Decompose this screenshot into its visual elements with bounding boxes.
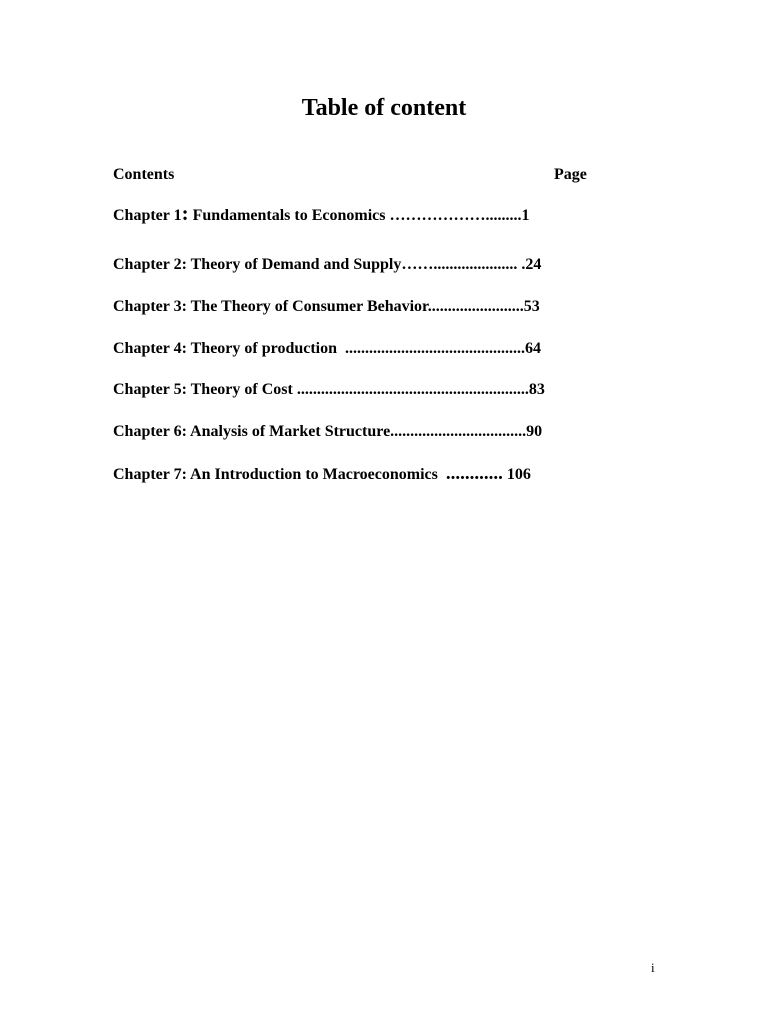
toc-entry-chapter-2 (113, 255, 541, 275)
chapter-label: Chapter 4 (113, 340, 182, 357)
dot-leader: ............ (445, 463, 503, 484)
chapter-title: An Introduction to Macroeconomics (186, 466, 446, 483)
chapter-title: Fundamentals to Economics (188, 207, 390, 224)
dot-leader: .................................. (390, 423, 527, 440)
chapter-label: Chapter 3 (113, 298, 182, 315)
dot-leader: ............................................. (345, 340, 526, 357)
page-number: 53 (523, 298, 540, 315)
chapter-label: Chapter 5 (113, 381, 182, 398)
toc-entry-chapter-7 (113, 464, 531, 485)
toc-entry-chapter-4 (113, 339, 541, 359)
dot-leader: ……………… (389, 207, 486, 224)
chapter-label: Chapter 1 (113, 207, 182, 224)
dot-leader: ........................ (427, 298, 524, 315)
chapter-separator: : (181, 256, 187, 273)
chapter-title: The Theory of Consumer Behavior (186, 298, 428, 315)
chapter-title: Theory of production (186, 340, 346, 357)
chapter-separator: : (181, 423, 187, 440)
page-column-header: Page (554, 166, 587, 183)
chapter-title: Theory of Cost (186, 381, 297, 398)
dot-leader: ......... (485, 207, 522, 224)
dot-leader: .......................................................... (296, 381, 529, 398)
dot-leader: ..................... . (433, 256, 526, 273)
page-folio: i (651, 960, 655, 975)
page-number: 24 (525, 256, 542, 273)
page-number: 90 (526, 423, 543, 440)
toc-entry-chapter-6 (113, 422, 542, 442)
toc-entry-chapter-3 (113, 297, 540, 317)
toc-entry-chapter-5 (113, 380, 545, 400)
dot-leader: …… (401, 256, 434, 273)
page-number: 64 (525, 340, 542, 357)
chapter-separator: : (181, 298, 187, 315)
page-number: 1 (521, 207, 530, 224)
chapter-separator: : (181, 381, 187, 398)
chapter-label: Chapter 6 (113, 423, 182, 440)
document-title: Table of content (301, 95, 467, 121)
chapter-label: Chapter 2 (113, 256, 182, 273)
chapter-separator: : (181, 340, 187, 357)
chapter-separator: : (181, 466, 187, 483)
contents-column-header: Contents (113, 166, 175, 183)
chapter-title: Theory of Demand and Supply (186, 256, 402, 273)
page-number: 83 (528, 381, 545, 398)
chapter-separator: : (181, 201, 189, 225)
chapter-label: Chapter 7 (113, 466, 182, 483)
chapter-title: Analysis of Market Structure (186, 423, 391, 440)
toc-entry-chapter-1 (113, 203, 530, 226)
page-number: 106 (502, 466, 531, 483)
